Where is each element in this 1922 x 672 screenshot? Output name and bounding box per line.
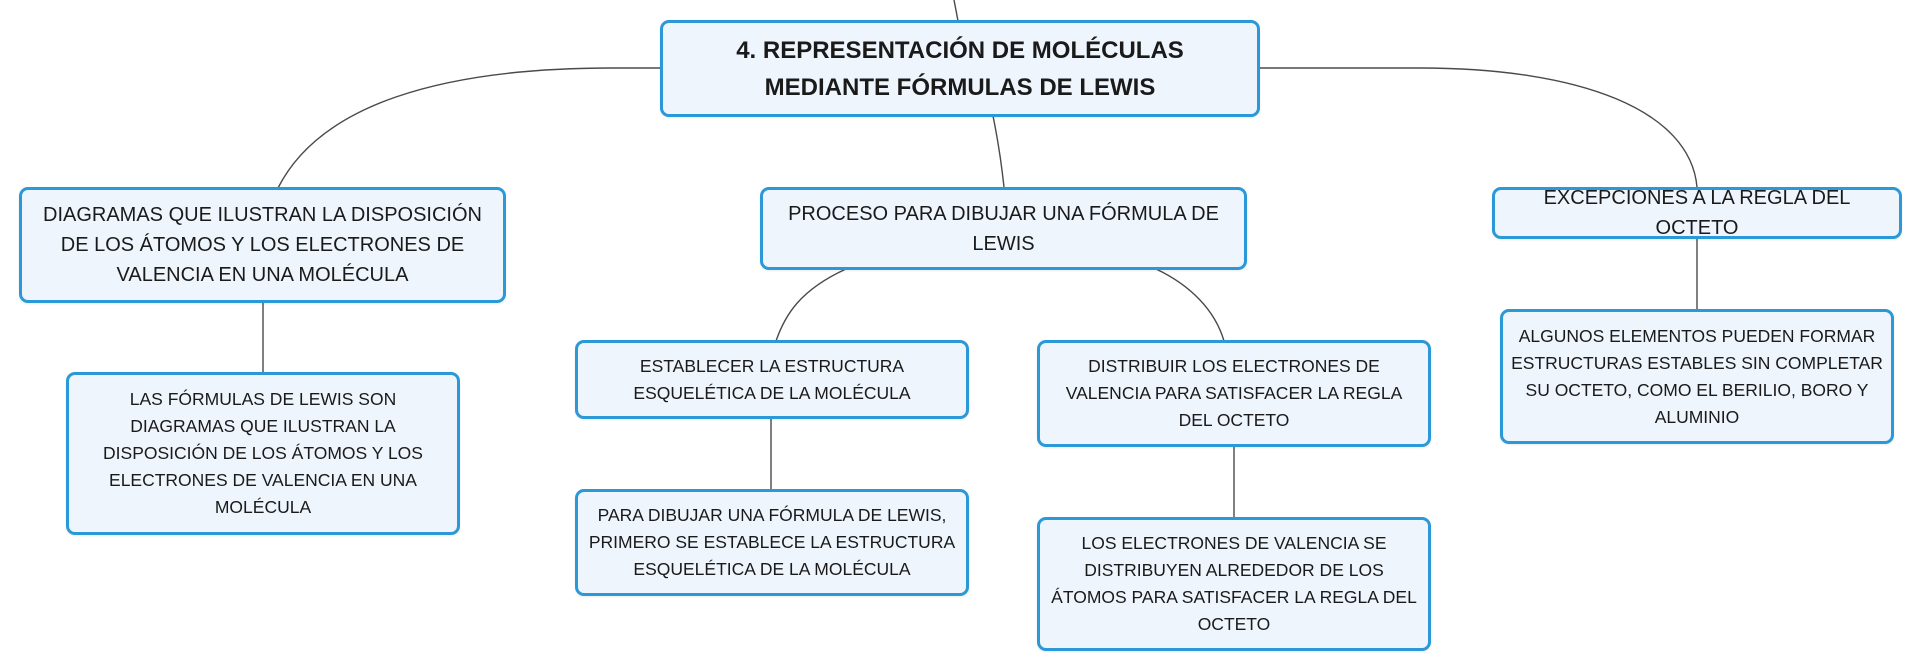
leaf-node-distribuir[interactable] — [1037, 517, 1431, 651]
connector-root-to-excepciones — [1260, 68, 1697, 187]
root-node[interactable] — [660, 20, 1260, 117]
branch-node-proceso[interactable] — [760, 187, 1247, 270]
root-node-label: 4. REPRESENTACIÓN DE MOLÉCULAS MEDIANTE FÓRMULAS DE LEWIS — [736, 36, 1184, 101]
leaf-node-diagramas-label: LAS FÓRMULAS DE LEWIS SON DIAGRAMAS QUE ILUSTRAN LA DISPOSICIÓN DE LOS ÁTOMOS Y LOS ELECTRONES DE VALENCIA EN UNA MOLÉCULA — [103, 389, 423, 517]
step-node-distribuir[interactable] — [1037, 340, 1431, 447]
leaf-node-excepciones-label: ALGUNOS ELEMENTOS PUEDEN FORMAR ESTRUCTURAS ESTABLES SIN COMPLETAR SU OCTETO, COMO EL BERILIO, BORO Y ALUMINIO — [1511, 325, 1883, 427]
branch-node-diagramas[interactable] — [19, 187, 506, 303]
connector-root-to-diagramas — [278, 68, 662, 188]
leaf-node-diagramas[interactable] — [66, 372, 460, 535]
leaf-node-distribuir-label: LOS ELECTRONES DE VALENCIA SE DISTRIBUYEN ALREDEDOR DE LOS ÁTOMOS PARA SATISFACER LA REGLA DEL OCTETO — [1051, 533, 1417, 634]
connector-proceso-to-estructura — [776, 269, 846, 341]
branch-node-diagramas-label: DIAGRAMAS QUE ILUSTRAN LA DISPOSICIÓN DE LOS ÁTOMOS Y LOS ELECTRONES DE VALENCIA EN UNA MOLÉCULA — [43, 204, 482, 286]
branch-node-excepciones[interactable] — [1492, 187, 1902, 239]
connector-parent-to-root — [954, 0, 958, 21]
step-node-estructura-label: ESTABLECER LA ESTRUCTURA ESQUELÉTICA DE LA MOLÉCULA — [633, 355, 911, 403]
leaf-node-excepciones[interactable] — [1500, 309, 1894, 444]
connector-proceso-to-distribuir — [1156, 269, 1224, 341]
step-node-estructura[interactable] — [575, 340, 969, 419]
branch-node-excepciones-label: EXCEPCIONES A LA REGLA DEL OCTETO — [1543, 187, 1851, 239]
branch-node-proceso-label: PROCESO PARA DIBUJAR UNA FÓRMULA DE LEWIS — [788, 202, 1219, 255]
connector-root-to-proceso — [993, 116, 1004, 187]
leaf-node-estructura[interactable] — [575, 489, 969, 596]
leaf-node-estructura-label: PARA DIBUJAR UNA FÓRMULA DE LEWIS, PRIMERO SE ESTABLECE LA ESTRUCTURA ESQUELÉTICA DE LA MOLÉCULA — [588, 505, 956, 579]
step-node-distribuir-label: DISTRIBUIR LOS ELECTRONES DE VALENCIA PARA SATISFACER LA REGLA DEL OCTETO — [1065, 356, 1403, 430]
